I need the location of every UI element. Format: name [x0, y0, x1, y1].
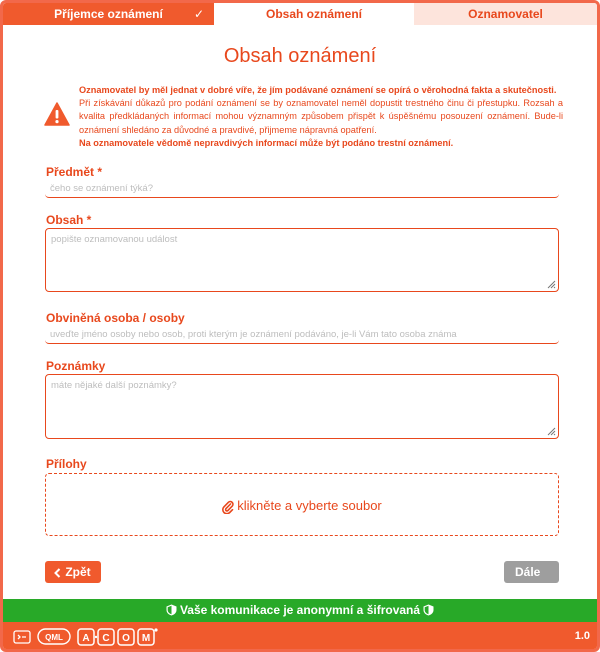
attachments-label: Přílohy [46, 457, 87, 471]
warning-icon [44, 102, 70, 126]
footer [3, 622, 597, 652]
warning-text [79, 84, 563, 150]
resize-handle-icon[interactable] [546, 426, 556, 436]
upload-text: klikněte a vyberte soubor [237, 498, 382, 513]
accused-label: Obviněná osoba / osoby [46, 311, 185, 325]
notes-textarea[interactable] [45, 374, 559, 439]
tab-recipient-label: Příjemce oznámení [54, 7, 163, 21]
back-button[interactable] [45, 561, 101, 583]
svg-text:C: C [102, 633, 110, 644]
tab-reporter-label: Oznamovatel [468, 7, 543, 21]
notes-placeholder: máte nějaké další poznámky? [51, 380, 177, 391]
tab-reporter[interactable] [414, 3, 597, 25]
next-button-label: Dále [515, 565, 541, 579]
back-button-label: Zpět [65, 565, 91, 579]
subject-input[interactable] [45, 180, 559, 198]
page-title: Obsah oznámení [223, 45, 377, 67]
step-tabs [3, 3, 597, 25]
tab-recipient[interactable] [3, 3, 214, 25]
content-placeholder: popište oznamovanou událost [51, 234, 178, 245]
warning-line-1: Oznamovatel by měl jednat v dobré víře, že jím podávané oznámení se opírá o věrohodná fakta a skutečnosti. [79, 85, 557, 95]
check-icon: ✓ [193, 7, 204, 21]
chevron-left-icon [53, 568, 62, 578]
secure-communication-bar [3, 599, 597, 622]
resize-handle-icon[interactable] [546, 279, 556, 289]
accessibility-icon[interactable] [13, 628, 31, 646]
subject-placeholder: čeho se oznámení týká? [50, 183, 153, 194]
tab-content[interactable] [214, 3, 414, 25]
acom-logo [77, 627, 159, 647]
warning-line-2: Při získávání důkazů pro podání oznámení se by oznamovatel neměl dopustit trestného činu či přestupku. Rozsah a kvalita předkládaných informací mohou významným způsobem přispět k úspěšnému posouzení oznámení. Bude-li oznámení shledáno za důvodné a pravdivé, přijmeme nápravná opatření. [79, 98, 563, 135]
accused-input[interactable] [45, 326, 559, 344]
subject-label: Předmět * [46, 165, 103, 179]
svg-text:O: O [122, 633, 130, 644]
next-button[interactable] [504, 561, 559, 583]
version-label: 1.0 [574, 630, 590, 642]
secure-bar-text: Vaše komunikace je anonymní a šifrovaná [179, 603, 421, 617]
paperclip-icon [222, 500, 234, 514]
notes-label: Poznámky [46, 359, 106, 373]
svg-text:A: A [82, 633, 90, 644]
shield-icon [166, 604, 177, 616]
qml-logo-text: QML [45, 633, 63, 642]
warning-line-3: Na oznamovatele vědomě nepravdivých informací může být podáno trestní oznámení. [79, 137, 454, 148]
qml-logo [37, 627, 71, 647]
accused-placeholder: uveďte jméno osoby nebo osob, proti kterým je oznámení podáváno, je-li Vám tato osoba známa [50, 329, 457, 340]
svg-text:M: M [141, 633, 151, 644]
content-label: Obsah * [46, 213, 92, 227]
content-textarea[interactable] [45, 228, 559, 292]
tab-content-label: Obsah oznámení [265, 7, 363, 21]
file-upload-dropzone[interactable] [45, 473, 559, 536]
shield-icon [423, 604, 434, 616]
